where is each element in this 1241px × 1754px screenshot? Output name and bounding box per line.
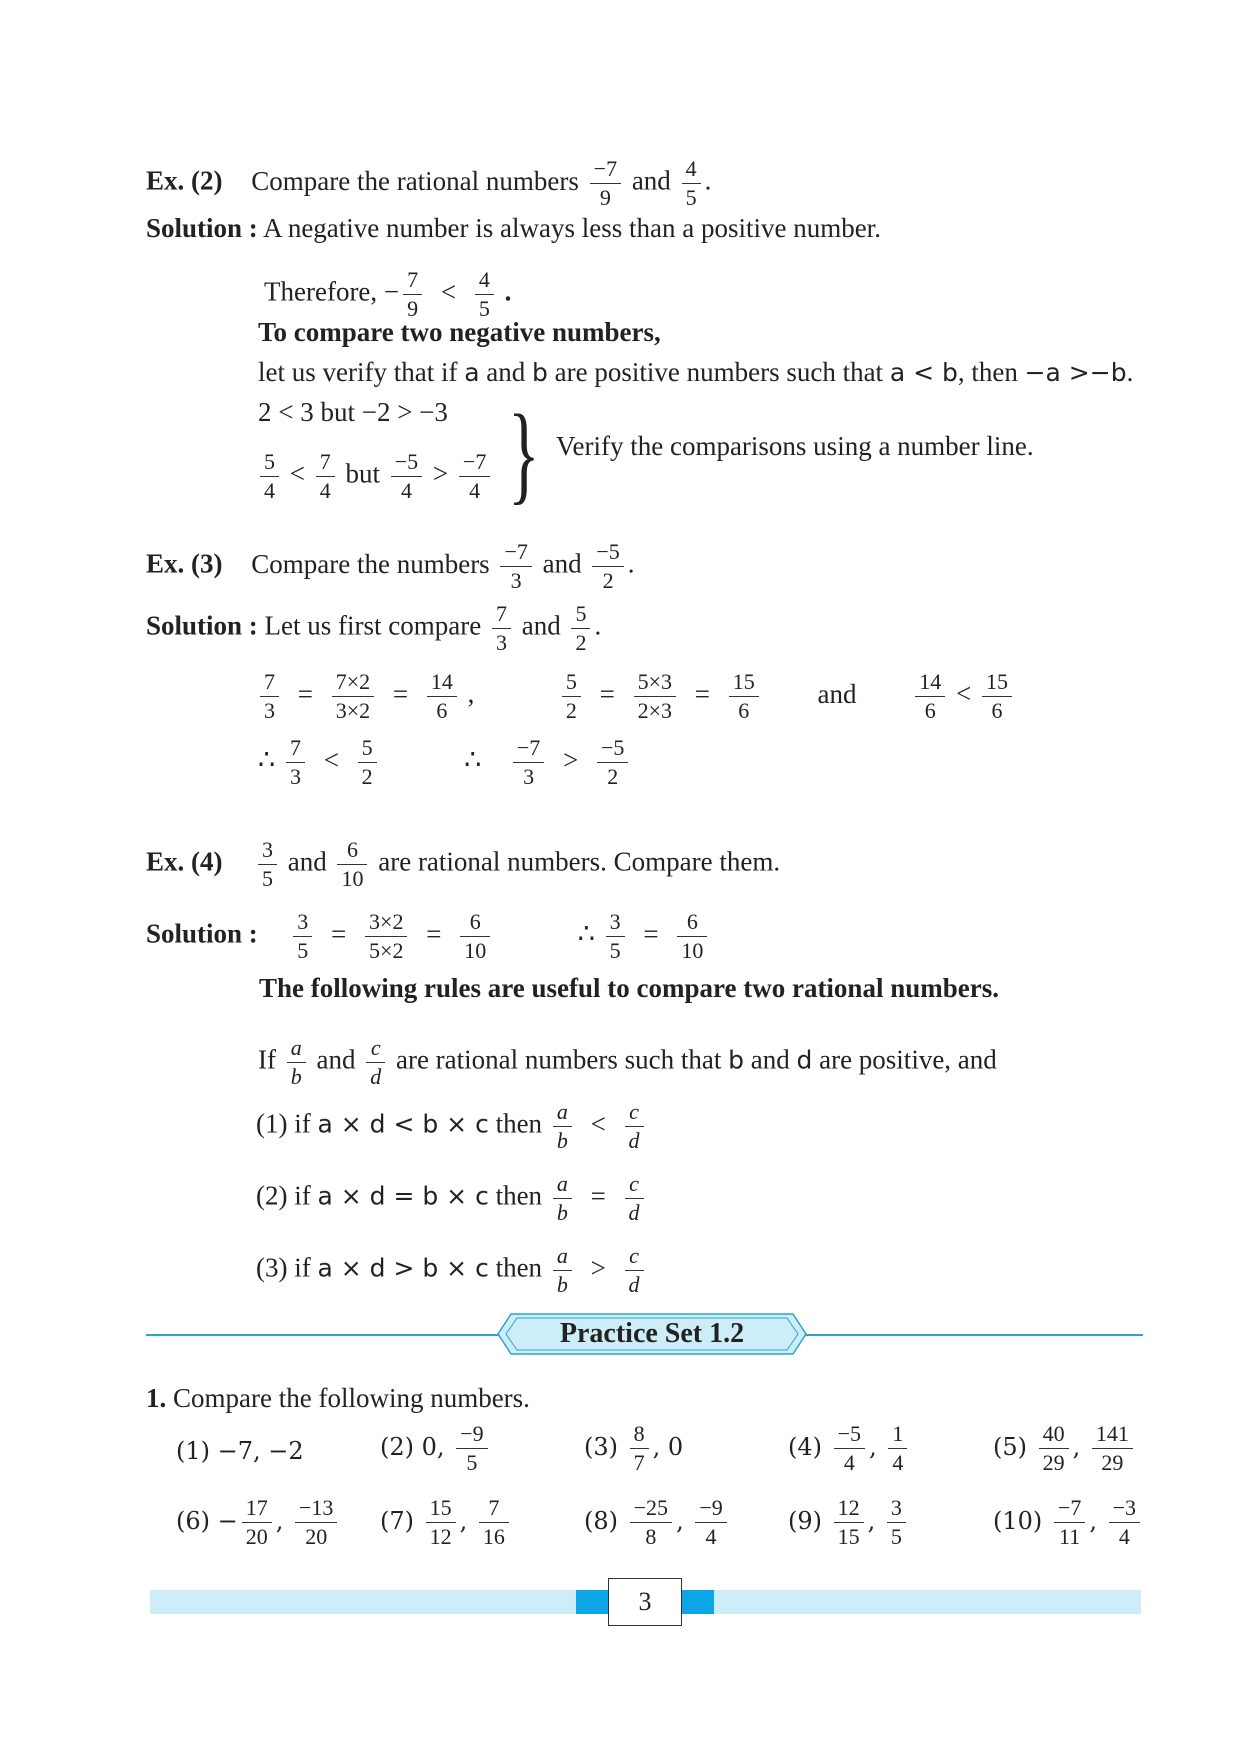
ex2-fraction-1: $\frac{-7}{9}$ (590, 155, 621, 212)
practice-item-1: (1) −7, −2 (176, 1437, 304, 1465)
sol4-line: Solution : $\frac{3}{5}$ = $\frac{3\times 2}{5\times 2}$ = $\frac{6}{10}$ ∴ $\frac{3}{5}$ = $\frac{6}{10}$ (146, 908, 711, 965)
neg-fraction-2: $\frac{7}{4}$ (316, 448, 335, 505)
sol3-line: Solution : Let us first compare $\frac{7}{3}$ and $\frac{5}{2}$ . (146, 601, 602, 655)
sol4-fraction: $\frac{3\times 2}{5\times 2}$ (365, 908, 407, 965)
ex4-label: Ex. (4) (146, 846, 223, 877)
ex2-text: Compare the rational numbers (251, 165, 579, 196)
work-fraction: $\frac{5}{2}$ (562, 668, 581, 725)
sol2-therefore: Therefore, − $\frac{7}{9}$ < $\frac{4}{5}$ . (264, 267, 512, 321)
practice-item-7: (7) $\frac{15}{12}$ , $\frac{7}{16}$ (380, 1494, 513, 1551)
practice-item-5: (5) $\frac{40}{29}$ , $\frac{141}{29}$ (993, 1420, 1137, 1477)
negative-example-1: 2 < 3 but −2 > −3 (258, 397, 448, 427)
practice-item-4: (4) $\frac{-5}{4}$ , $\frac{1}{4}$ (788, 1420, 911, 1477)
work-fraction: $\frac{7}{3}$ (260, 668, 279, 725)
rule-item-3: (3) if a × d > b × c then $\frac{a}{b}$ > $\frac{c}{d}$ (256, 1242, 648, 1299)
negative-verify-line: let us verify that if a and b are positive numbers such that a < b, then −a >−b. (258, 357, 1134, 387)
ex4-line: Ex. (4) $\frac{3}{5}$ and $\frac{6}{10}$ are rational numbers. Compare them. (146, 837, 781, 891)
practice-question: 1. Compare the following numbers. (146, 1383, 530, 1413)
practice-item-6: (6) − $\frac{17}{20}$ , $\frac{-13}{20}$ (176, 1494, 341, 1551)
ex3-fraction-1: $\frac{-7}{3}$ (500, 538, 531, 595)
sol2-label: Solution : (146, 213, 258, 243)
sol4-label: Solution : (146, 918, 258, 949)
ex3-label: Ex. (3) (146, 548, 223, 579)
sol3-label: Solution : (146, 610, 258, 641)
practice-item-10: (10) $\frac{-7}{11}$ , $\frac{-3}{4}$ (993, 1494, 1144, 1551)
rules-fraction-ab: $\frac{a}{b}$ (287, 1034, 306, 1091)
sol3-work-row-1: $\frac{7}{3}$ = $\frac{7\times 2}{3\times 2}$ = $\frac{14}{6}$ , $\frac{5}{2}$ = $\frac{5\times 3}{2\times 3}$ = $\frac{15}{6}$ and $\frac{14}{6}$ < $\frac{15}{6}$ (256, 668, 1016, 725)
ex4-fraction-1: $\frac{3}{5}$ (258, 836, 277, 893)
work-fraction: $\frac{15}{6}$ (729, 668, 759, 725)
sol2-line (146, 212, 881, 244)
practice-item-9: (9) $\frac{12}{15}$ , $\frac{3}{5}$ (788, 1494, 910, 1551)
sol2-fraction-2: $\frac{4}{5}$ (475, 266, 494, 323)
rules-fraction-cd: $\frac{c}{d}$ (366, 1034, 385, 1091)
rule-item-2: (2) if a × d = b × c then $\frac{a}{b}$ = $\frac{c}{d}$ (256, 1170, 648, 1227)
practice-item-3: (3) $\frac{8}{7}$ , 0 (584, 1421, 684, 1475)
work-fraction: $\frac{14}{6}$ (915, 668, 945, 725)
work-fraction: $\frac{-5}{2}$ (597, 734, 628, 791)
negative-heading: To compare two negative numbers, (258, 317, 661, 347)
sol2-fraction-1: $\frac{7}{9}$ (403, 266, 422, 323)
rules-condition: If $\frac{a}{b}$ and $\frac{c}{d}$ are rational numbers such that b and d are positive, and (258, 1035, 997, 1089)
sol4-fraction: $\frac{6}{10}$ (460, 908, 490, 965)
sol4-fraction: $\frac{3}{5}$ (293, 908, 312, 965)
neg-fraction-4: $\frac{-7}{4}$ (459, 448, 490, 505)
ex2-label: Ex. (2) (146, 165, 223, 196)
verify-note: Verify the comparisons using a number line. (556, 431, 1034, 461)
sol4-fraction: $\frac{3}{5}$ (606, 908, 625, 965)
ex3-fraction-2: $\frac{-5}{2}$ (592, 538, 623, 595)
ex2-and: and (631, 165, 671, 196)
right-brace: } (508, 392, 540, 514)
work-fraction: $\frac{-7}{3}$ (513, 734, 544, 791)
ex4-fraction-2: $\frac{6}{10}$ (337, 836, 367, 893)
sol4-fraction: $\frac{6}{10}$ (677, 908, 707, 965)
sol3-fraction-2: $\frac{5}{2}$ (571, 600, 590, 657)
ex2-line: Ex. (2) Compare the rational numbers $\frac{-7}{9}$ and $\frac{4}{5}$ . (146, 156, 712, 210)
work-fraction: $\frac{14}{6}$ (427, 668, 457, 725)
ex2-fraction-2: $\frac{4}{5}$ (682, 155, 701, 212)
sol3-fraction-1: $\frac{7}{3}$ (492, 600, 511, 657)
footer-block-right (682, 1590, 714, 1614)
rule-item-1: (1) if a × d < b × c then $\frac{a}{b}$ < $\frac{c}{d}$ (256, 1098, 648, 1155)
sol3-work-row-2: ∴ $\frac{7}{3}$ < $\frac{5}{2}$ ∴ $\frac{-7}{3}$ > $\frac{-5}{2}$ (258, 734, 632, 791)
work-fraction: $\frac{7\times 2}{3\times 2}$ (332, 668, 374, 725)
negative-example-2: $\frac{5}{4}$ < $\frac{7}{4}$ but $\frac{-5}{4}$ > $\frac{-7}{4}$ (256, 448, 494, 505)
rules-heading: The following rules are useful to compare two rational numbers. (259, 973, 999, 1003)
practice-item-2: (2) 0, $\frac{-9}{5}$ (380, 1420, 492, 1477)
work-fraction: $\frac{15}{6}$ (982, 668, 1012, 725)
practice-set-title: Practice Set 1.2 (559, 1318, 745, 1349)
ex3-line: Ex. (3) Compare the numbers $\frac{-7}{3}$ and $\frac{-5}{2}$ . (146, 539, 635, 593)
work-fraction: $\frac{5}{2}$ (358, 734, 377, 791)
page-number: 3 (608, 1578, 682, 1626)
work-fraction: $\frac{5\times 3}{2\times 3}$ (634, 668, 676, 725)
sol2-text: A negative number is always less than a positive number. (263, 213, 881, 243)
work-fraction: $\frac{7}{3}$ (286, 734, 305, 791)
practice-item-8: (8) $\frac{-25}{8}$ , $\frac{-9}{4}$ (584, 1494, 731, 1551)
neg-fraction-3: $\frac{-5}{4}$ (391, 448, 422, 505)
footer-block-left (576, 1590, 608, 1614)
neg-fraction-1: $\frac{5}{4}$ (260, 448, 279, 505)
